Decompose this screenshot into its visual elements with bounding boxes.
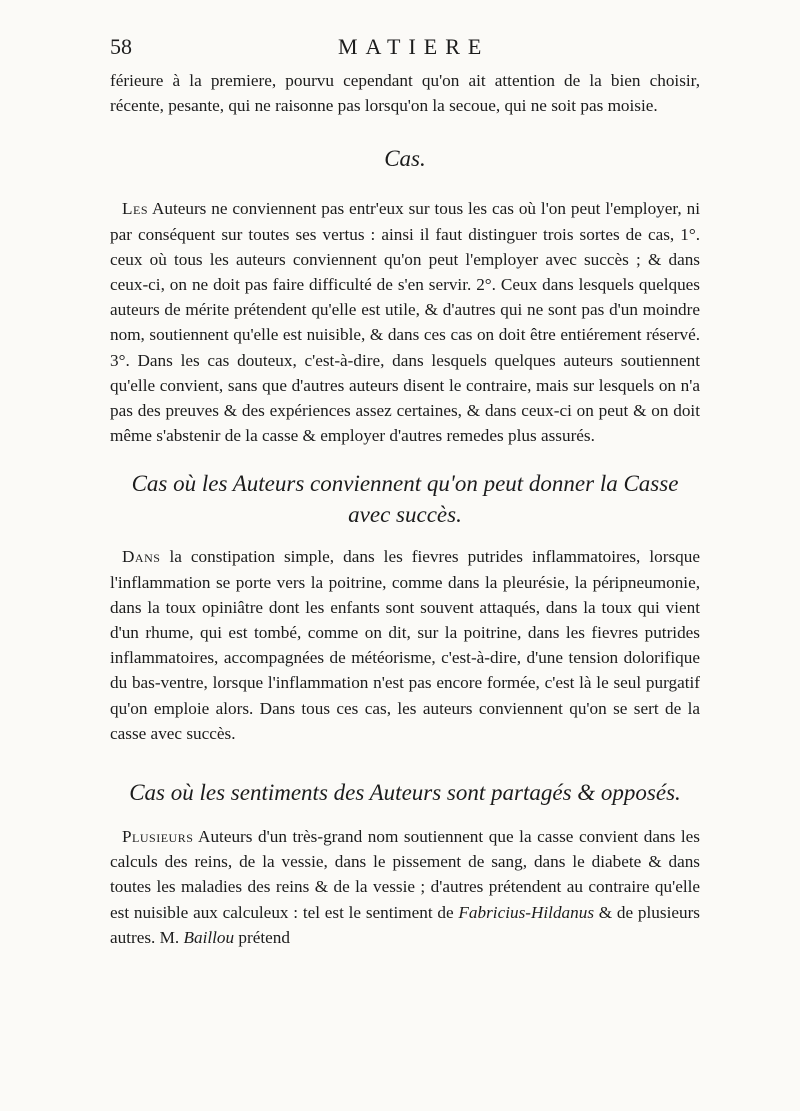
author-name: Baillou: [183, 927, 235, 947]
lead-word: Plusieurs: [122, 827, 194, 847]
lead-word: Dans: [122, 547, 161, 567]
continuation-paragraph: férieure à la premiere, pourvu cependant qu'on ait attention de la bien choisir, récente, pesante, qui ne raisonne pas lorsqu'on la secoue, qui ne soit pas moisie.: [110, 71, 700, 116]
paragraph-text: & de plusieurs autres. M.: [110, 902, 700, 947]
section-heading-partages: Cas où les sentiments des Auteurs sont partagés & opposés.: [129, 780, 681, 806]
section-heading-succes: Cas où les Auteurs conviennent qu'on peut donner la Casse avec succès.: [131, 471, 679, 528]
page-number: 58: [110, 34, 132, 59]
lead-word: Les: [122, 199, 149, 219]
page-body: [110, 68, 700, 950]
paragraph-text: Auteurs d'un très-grand nom soutiennent que la casse convient dans les calculs des reins, de la vessie, dans le pissement de sang, dans le diabete & dans toutes les maladies des reins & de la vessie ; d'autres prétendent au contraire qu'elle est nuisible aux calculeux : tel est le sentiment de: [110, 827, 700, 922]
section-heading-cas: Cas.: [384, 146, 426, 172]
author-name: Fabricius-Hildanus: [458, 902, 595, 922]
running-title: MATIERE: [338, 34, 490, 59]
paragraph-text: prétend: [234, 927, 290, 947]
paragraph-partages: [110, 824, 700, 950]
paragraph-cas: [110, 196, 700, 448]
paragraph-text: la constipation simple, dans les fievres putrides inflammatoires, lorsque l'inflammation se porte vers la poitrine, comme dans la pleurésie, la péripneumonie, dans la toux opiniâtre dont les enfants sont souvent attaqués, dans la toux qui vient d'un rhume, qui est tombé, comme on dit, sur la poitrine, dans les fievres putrides inflammatoires, accompagnées de météorisme, c'est-à-dire, d'une tension dolorifique du bas-ventre, lorsque l'inflammation n'est pas encore formée, c'est là le seul purgatif qu'on emploie alors. Dans tous ces cas, les auteurs conviennent qu'on se sert de la casse avec succès.: [110, 547, 700, 743]
paragraph-succes: [110, 544, 700, 746]
page-header: [110, 34, 710, 64]
paragraph-text: Auteurs ne conviennent pas entr'eux sur tous les cas où l'on peut l'employer, ni par conséquent sur toutes ses vertus : ainsi il faut distinguer trois sortes de cas, 1°. ceux où tous les auteurs conviennent qu'on peut l'employer avec succès ; & dans ceux-ci, on ne doit pas faire difficulté de s'en servir. 2°. Ceux dans lesquels quelques auteurs de mérite prétendent qu'elle est utile, & d'autres qui ne sont pas d'un moindre nom, soutiennent qu'elle est nuisible, & dans ces cas on doit être entiérement réservé. 3°. Dans les cas douteux, c'est-à-dire, dans lesquels quelques auteurs soutiennent qu'elle convient, sans que d'autres auteurs disent le contraire, mais sur lesquels on n'a pas des preuves & des expériences assez certaines, & dans ceux-ci on peut & on doit même s'abstenir de la casse & employer d'autres remedes plus assurés.: [110, 199, 700, 446]
